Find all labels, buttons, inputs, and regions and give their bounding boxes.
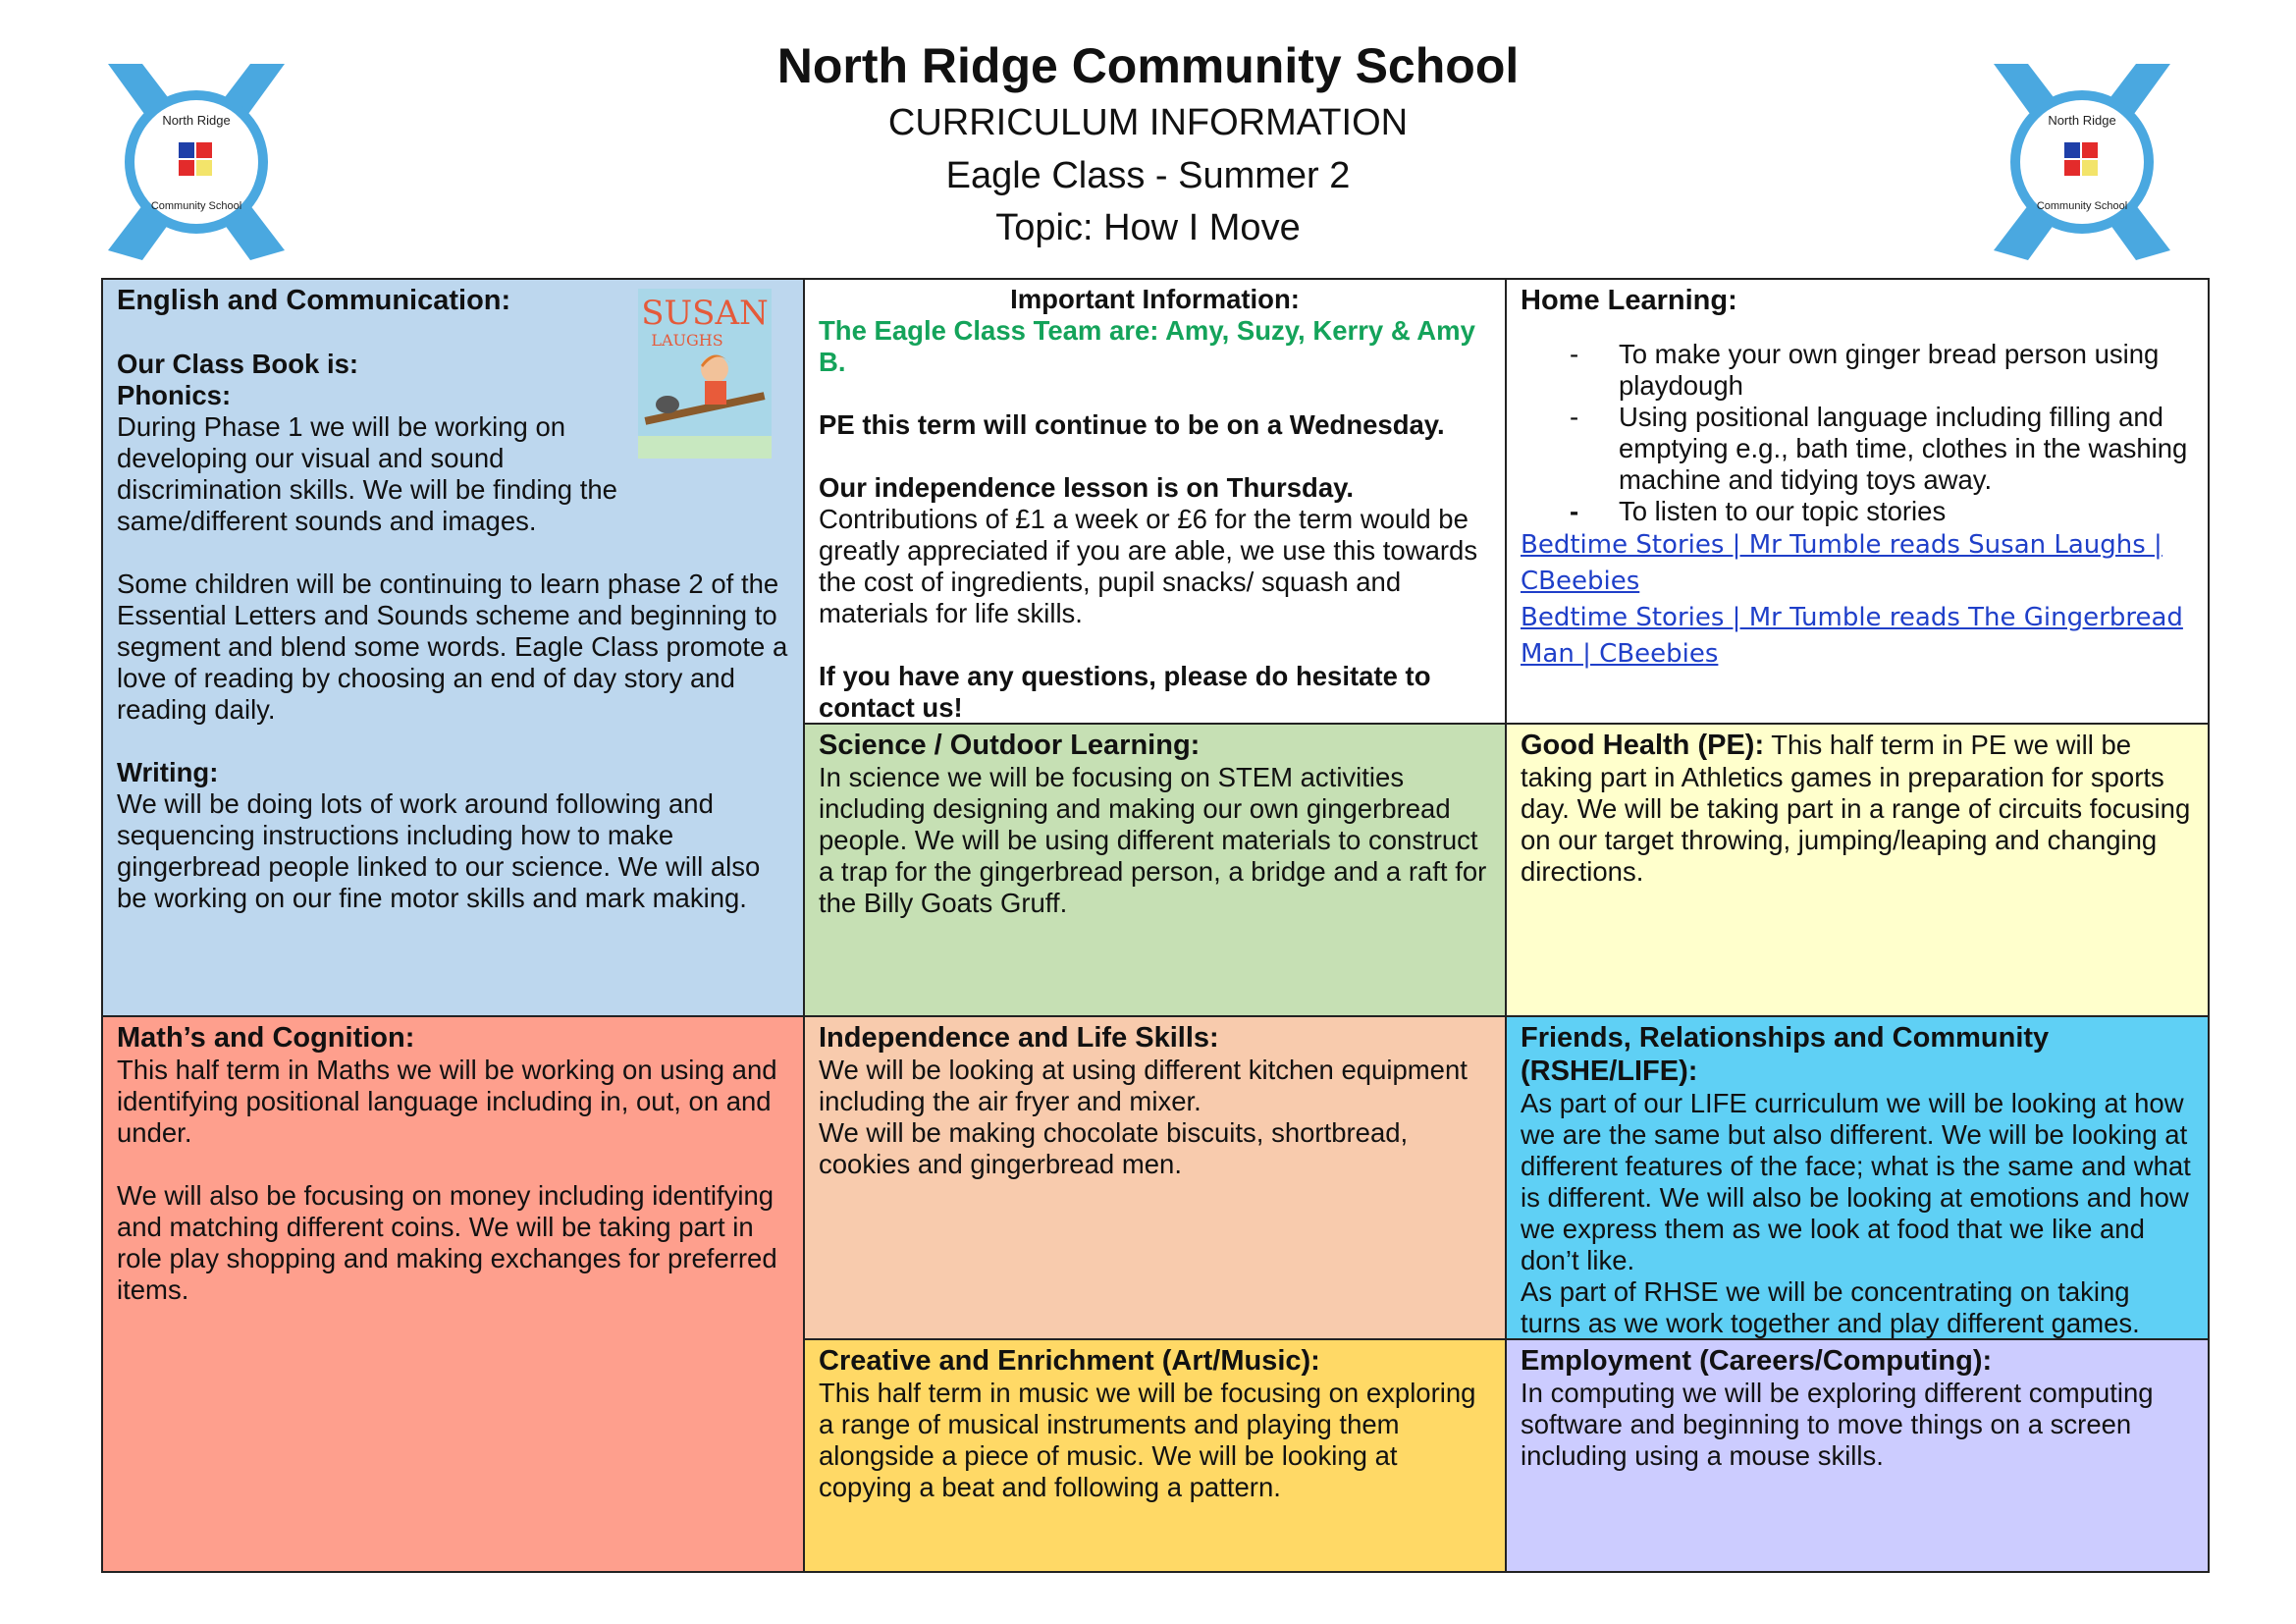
good-health-section: [1505, 723, 2210, 1017]
maths-section: [101, 1015, 805, 1573]
list-item: - To listen to our topic stories: [1570, 496, 1947, 526]
document-heading: CURRICULUM INFORMATION: [887, 102, 1409, 143]
pe-day: PE this term will continue to be on a Wednesday.: [819, 409, 1445, 440]
logo-text-bottom: Community School: [150, 200, 242, 212]
writing-text: We will be doing lots of work around following and sequencing instructions including how to make gingerbread people linked to our science. We will also be working on our fine motor skills and mark making.: [117, 788, 761, 913]
employment-section: [1505, 1338, 2210, 1573]
independence-title: Independence and Life Skills:: [819, 1022, 1219, 1054]
important-info-section: [803, 278, 1507, 725]
independence-day: Our independence lesson is on Thursday.: [819, 472, 1355, 503]
independence-text-2: We will be making chocolate biscuits, shortbread, cookies and gingerbread men.: [819, 1117, 1409, 1179]
contact-note: If you have any questions, please do hesitate to contact us!: [819, 661, 1431, 723]
contributions-text: Contributions of £1 a week or £6 for the term would be greatly appreciated if you are able, we use this towards the cost of ingredients, pupil snacks/ squash and materials for life skills.: [819, 504, 1478, 628]
good-health-text: This half term in PE we will be taking part in Athletics games in preparation for sports day. We will be taking part in a range of circuits focusing on our target throwing, jumping/leaping and changing directions.: [1521, 730, 2191, 887]
good-health-title: Good Health (PE):: [1521, 730, 1765, 761]
phonics-text: During Phase 1 we will be working on developing our visual and sound discrimination skills. We will be finding the same/different sounds and images.: [117, 411, 617, 536]
list-item: - Using positional language including filling and emptying e.g., bath time, clothes in the washing machine and tidying toys away.: [1570, 402, 2188, 495]
home-learning-title: Home Learning:: [1521, 285, 1737, 316]
topic-title: Topic: How I Move: [995, 207, 1301, 248]
logo-text-top: North Ridge: [2048, 113, 2116, 128]
friends-section: [1505, 1015, 2210, 1340]
friends-text-2: As part of RHSE we will be concentrating on taking turns as we work together and play different games.: [1521, 1276, 2140, 1338]
independence-text: We will be looking at using different kitchen equipment including the air fryer and mixer.: [819, 1055, 1468, 1116]
phonics-text-2: Some children will be continuing to learn phase 2 of the Essential Letters and Sounds scheme and beginning to segment and blend some words. Eagle Class promote a love of reading by choosing an end of day story and reading daily.: [117, 568, 788, 725]
home-learning-list: [1521, 339, 2194, 527]
gingerbread-man-link[interactable]: Bedtime Stories | Mr Tumble reads The Gingerbread Man | CBeebies: [1521, 603, 2183, 669]
class-term: Eagle Class - Summer 2: [945, 155, 1351, 196]
science-section: [803, 723, 1507, 1017]
maths-title: Math’s and Cognition:: [117, 1022, 415, 1054]
friends-title: Friends, Relationships and Community (RSHE/LIFE):: [1521, 1022, 2050, 1087]
science-title: Science / Outdoor Learning:: [819, 730, 1201, 761]
english-title: English and Communication:: [117, 285, 511, 316]
creative-section: [803, 1338, 1507, 1573]
friends-text: As part of our LIFE curriculum we will be looking at how we are the same but also different. We will be looking at different features of the face; what is the same and what is different. We will also be looking at emotions and how we express them as we look at food that we like and don’t like.: [1521, 1088, 2191, 1275]
list-item: - To make your own ginger bread person using playdough: [1570, 339, 2160, 401]
employment-title: Employment (Careers/Computing):: [1521, 1345, 1993, 1377]
book-title-1: SUSAN: [641, 294, 769, 333]
independence-section: [803, 1015, 1507, 1340]
class-book-cover: [638, 289, 772, 459]
logo-text-top: North Ridge: [162, 113, 231, 128]
home-learning-section: [1505, 278, 2210, 725]
phonics-label: Phonics:: [117, 380, 232, 410]
logo-text-bottom: Community School: [2036, 200, 2128, 212]
science-text: In science we will be focusing on STEM activities including designing and making our own gingerbread people. We will be using different materials to construct a trap for the gingerbread person, a bridge and a raft for the Billy Goats Gruff.: [819, 762, 1487, 918]
class-team: The Eagle Class Team are: Amy, Suzy, Kerry & Amy B.: [819, 315, 1475, 377]
maths-text: This half term in Maths we will be working on using and identifying positional language including in, out, on and under.: [117, 1055, 777, 1148]
maths-text-2: We will also be focusing on money including identifying and matching different coins. We will be taking part in role play shopping and making exchanges for preferred items.: [117, 1180, 777, 1305]
employment-text: In computing we will be exploring different computing software and beginning to move things on a screen including using a mouse skills.: [1521, 1378, 2154, 1471]
writing-label: Writing:: [117, 757, 219, 787]
susan-laughs-link[interactable]: Bedtime Stories | Mr Tumble reads Susan Laughs | CBeebies: [1521, 530, 2163, 596]
book-title-2: LAUGHS: [651, 331, 723, 350]
class-book-label: Our Class Book is:: [117, 349, 359, 379]
important-info-title: Important Information:: [1010, 284, 1300, 314]
creative-text: This half term in music we will be focusing on exploring a range of musical instruments and playing them alongside a piece of music. We will be looking at copying a beat and following a pattern.: [819, 1378, 1476, 1502]
creative-title: Creative and Enrichment (Art/Music):: [819, 1345, 1320, 1377]
school-name: North Ridge Community School: [776, 38, 1520, 93]
